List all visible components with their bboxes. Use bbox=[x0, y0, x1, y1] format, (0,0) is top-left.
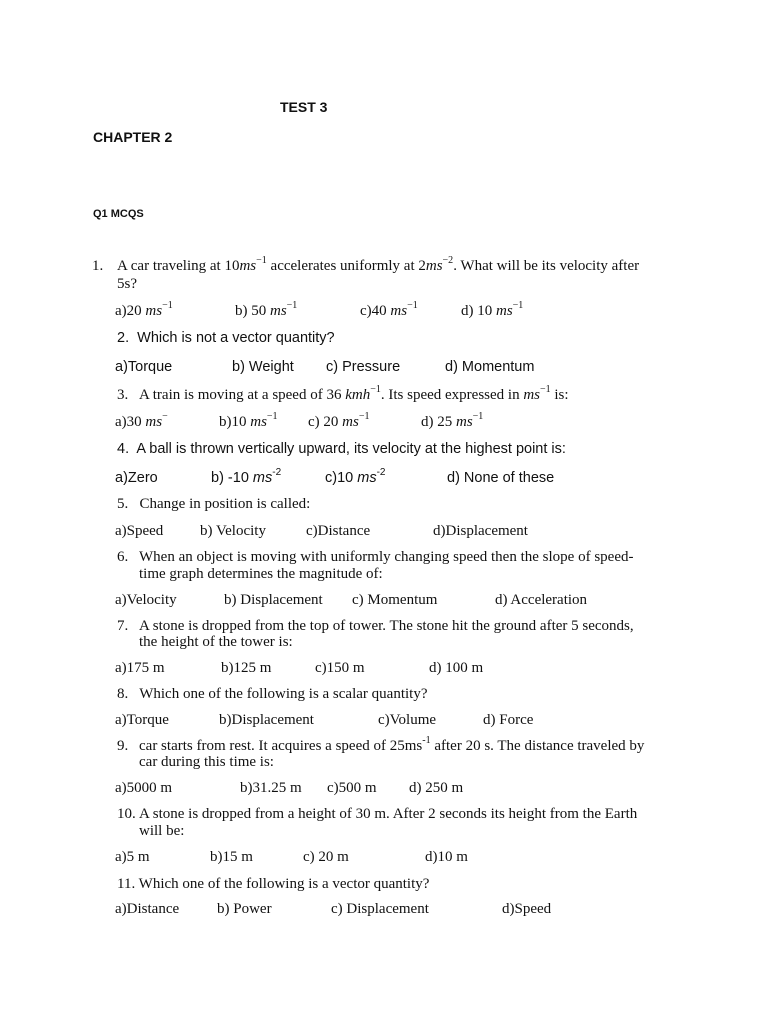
option-c: c) 20 m bbox=[303, 849, 349, 865]
option-d: d) 10 $ms^{-1}$ bbox=[461, 300, 524, 319]
option-a: a)5000 m bbox=[115, 780, 173, 796]
option-b: b) Weight bbox=[232, 359, 294, 375]
option-c: c)40 $ms^{-1}$ bbox=[360, 300, 418, 319]
question-text-cont: will be: bbox=[139, 823, 185, 839]
question-text-cont: 5s? bbox=[117, 276, 137, 292]
option-d: d) 100 m bbox=[429, 660, 484, 676]
option-d: d) 25 $ms^{-1}$ bbox=[421, 411, 484, 430]
option-b: b) Displacement bbox=[224, 592, 323, 608]
question-text: car starts from rest. It acquires a speed of $25ms^{-1}$ after 20 s. The distance traveled by bbox=[139, 735, 645, 754]
option-b: b)125 m bbox=[221, 660, 272, 676]
option-c: c) Momentum bbox=[352, 592, 438, 608]
option-c: c)Distance bbox=[306, 523, 371, 539]
option-b: b)31.25 m bbox=[240, 780, 302, 796]
option-b: b) Velocity bbox=[200, 523, 266, 539]
option-d: d)10 m bbox=[425, 849, 468, 865]
option-d: d)Speed bbox=[502, 901, 552, 917]
option-d: d) Force bbox=[483, 712, 534, 728]
question-number: 3. bbox=[117, 387, 129, 403]
option-b: b)10 $ms^{-1}$ bbox=[219, 411, 278, 430]
option-b: b)15 m bbox=[210, 849, 253, 865]
option-d: d)Displacement bbox=[433, 523, 528, 539]
chapter-heading: CHAPTER 2 bbox=[93, 129, 173, 145]
question-text-cont: the height of the tower is: bbox=[139, 634, 293, 650]
option-c: c) Pressure bbox=[326, 359, 401, 375]
question-text: A stone is dropped from a height of 30 m. After 2 seconds its height from the Earth bbox=[139, 806, 638, 822]
test-title: TEST 3 bbox=[280, 99, 328, 115]
option-a: a)20 $ms^{-1}$ bbox=[115, 300, 173, 319]
question-number: 9. bbox=[117, 738, 129, 754]
question-text-cont: time graph determines the magnitude of: bbox=[139, 566, 383, 582]
option-c: c) Displacement bbox=[331, 901, 429, 917]
option-b: b)Displacement bbox=[219, 712, 314, 728]
question-text: A car traveling at $10ms^{-1}$ accelerates uniformly at $2ms^{-2}$. What will be its velocity after bbox=[117, 255, 640, 274]
option-a: a)Torque bbox=[115, 712, 169, 728]
option-d: d) Momentum bbox=[445, 359, 535, 375]
question-number: 7. bbox=[117, 618, 129, 634]
option-a: a)Speed bbox=[115, 523, 164, 539]
section-heading: Q1 MCQS bbox=[93, 208, 144, 220]
option-b: b) 50 $ms^{-1}$ bbox=[235, 300, 298, 319]
option-d: d) None of these bbox=[447, 470, 555, 486]
question-text: A train is moving at a speed of 36 kmh$^{-1}$. Its speed expressed in $ms^{-1}$ is: bbox=[139, 384, 569, 403]
question-text: 8. Which one of the following is a scalar quantity? bbox=[117, 686, 428, 702]
question-text: 2. Which is not a vector quantity? bbox=[117, 330, 335, 346]
option-d: d) Acceleration bbox=[495, 592, 588, 608]
option-a: a)30 ms− bbox=[115, 411, 168, 430]
option-a: a)5 m bbox=[115, 849, 150, 865]
question-text: 4. A ball is thrown vertically upward, its velocity at the highest point is: bbox=[117, 441, 566, 457]
option-a: a)175 m bbox=[115, 660, 165, 676]
option-a: a)Velocity bbox=[115, 592, 177, 608]
option-b: b) Power bbox=[217, 901, 272, 917]
option-c: c)10 $ms^{-2}$ bbox=[325, 467, 386, 486]
option-c: c)Volume bbox=[378, 712, 437, 728]
option-b: b) -10 $ms^{-2}$ bbox=[211, 467, 282, 486]
option-a: a)Zero bbox=[115, 470, 158, 486]
question-text: 5. Change in position is called: bbox=[117, 496, 311, 512]
question-text: When an object is moving with uniformly changing speed then the slope of speed- bbox=[139, 549, 634, 565]
question-text: 11. Which one of the following is a vector quantity? bbox=[117, 876, 430, 892]
option-c: c)150 m bbox=[315, 660, 365, 676]
question-number: 6. bbox=[117, 549, 129, 565]
option-c: c)500 m bbox=[327, 780, 377, 796]
question-text-cont: car during this time is: bbox=[139, 754, 274, 770]
option-a: a)Torque bbox=[115, 359, 173, 375]
option-d: d) 250 m bbox=[409, 780, 464, 796]
question-text: A stone is dropped from the top of tower. The stone hit the ground after 5 seconds, bbox=[139, 618, 634, 634]
option-c: c) 20 $ms^{-1}$ bbox=[308, 411, 370, 430]
option-a: a)Distance bbox=[115, 901, 180, 917]
question-number: 10. bbox=[117, 806, 136, 822]
question-number: 1. bbox=[92, 258, 104, 274]
